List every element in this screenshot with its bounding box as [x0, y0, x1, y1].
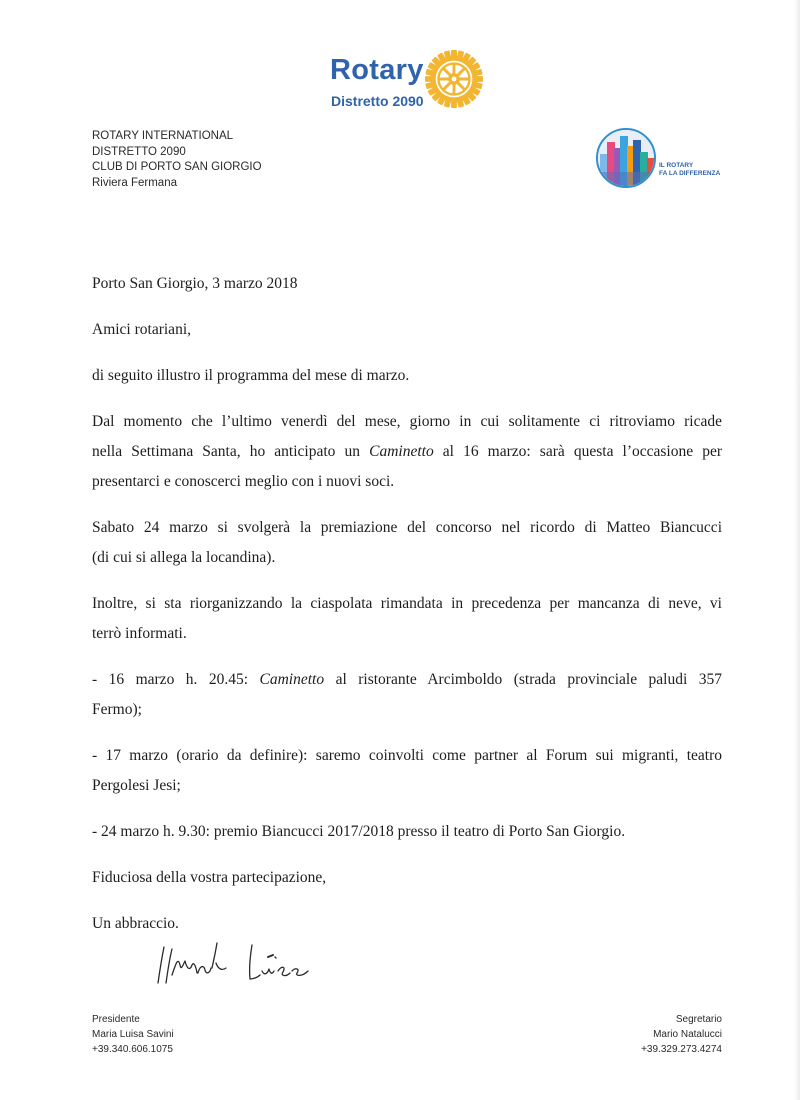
president-name: Maria Luisa Savini [92, 1029, 174, 1040]
event-line: - 16 marzo h. 20.45: Caminetto al ristorante Arcimboldo (strada provinciale paludi 357 [92, 671, 722, 688]
event-item-3 [92, 817, 722, 847]
logo-district: Distretto 2090 [331, 93, 424, 109]
rotary-wheel-icon [425, 50, 483, 108]
rotary-logo [330, 46, 490, 116]
caminetto-emphasis: Caminetto [369, 443, 434, 460]
campaign-badge-icon [596, 128, 656, 188]
secretary-name: Mario Natalucci [653, 1029, 722, 1040]
club-line-2: DISTRETTO 2090 [92, 145, 186, 158]
badge-line-1: IL ROTARY [659, 162, 694, 169]
club-line-1: ROTARY INTERNATIONAL [92, 130, 234, 142]
event-line: Fermo); [92, 701, 142, 718]
place-date: Porto San Giorgio, 3 marzo 2018 [92, 275, 298, 292]
secretary-phone: +39.329.273.4274 [641, 1044, 722, 1055]
paragraph-line: terrò informati. [92, 625, 187, 642]
caminetto-emphasis: Caminetto [259, 671, 325, 688]
paragraph-line: Sabato 24 marzo si svolgerà la premiazione del concorso nel ricordo di Matteo Biancucci [92, 519, 722, 536]
paragraph-ciaspolata [92, 589, 722, 649]
event-item-2 [92, 741, 722, 801]
paragraph-line: Dal momento che l’ultimo venerdì del mese, giorno in cui solitamente ci ritroviamo ricade [92, 413, 722, 430]
logo-word: Rotary [330, 54, 424, 86]
event-line: - 24 marzo h. 9.30: premio Biancucci 2017/2018 presso il teatro di Porto San Giorgio. [92, 823, 626, 840]
president-role: Presidente [92, 1014, 140, 1025]
footer-president [92, 1012, 174, 1057]
footer-secretary [641, 1012, 722, 1057]
handwritten-signature [150, 935, 320, 995]
closing-line: Fiduciosa della vostra partecipazione, [92, 869, 327, 886]
badge-caption [659, 162, 720, 178]
paragraph-line: nella Settimana Santa, ho anticipato un Caminetto al 16 marzo: sarà questa l’occasione per [92, 443, 722, 460]
letter-body [92, 269, 722, 939]
paragraph-settimana-santa [92, 407, 722, 497]
president-phone: +39.340.606.1075 [92, 1044, 173, 1055]
paragraph-line: presentarci e conoscerci meglio con i nuovi soci. [92, 473, 395, 490]
event-item-1 [92, 665, 722, 725]
club-line-3: CLUB DI PORTO SAN GIORGIO [92, 161, 262, 173]
paragraph-line: (di cui si allega la locandina). [92, 549, 276, 566]
farewell-line: Un abbraccio. [92, 915, 179, 932]
club-line-4: Riviera Fermana [92, 176, 177, 189]
greeting: Amici rotariani, [92, 321, 191, 338]
paragraph-line: Inoltre, si sta riorganizzando la ciaspolata rimandata in precedenza per mancanza di neve, vi [92, 595, 722, 612]
page-edge [794, 0, 800, 1100]
event-line: - 17 marzo (orario da definire): saremo coinvolti come partner al Forum sui migranti, teatro [92, 747, 722, 764]
paragraph-premiazione [92, 513, 722, 573]
event-line: Pergolesi Jesi; [92, 777, 181, 794]
badge-line-2: FA LA DIFFERENZA [659, 170, 721, 177]
intro-paragraph: di seguito illustro il programma del mese di marzo. [92, 367, 410, 384]
secretary-role: Segretario [675, 1014, 722, 1025]
club-header [92, 129, 262, 191]
